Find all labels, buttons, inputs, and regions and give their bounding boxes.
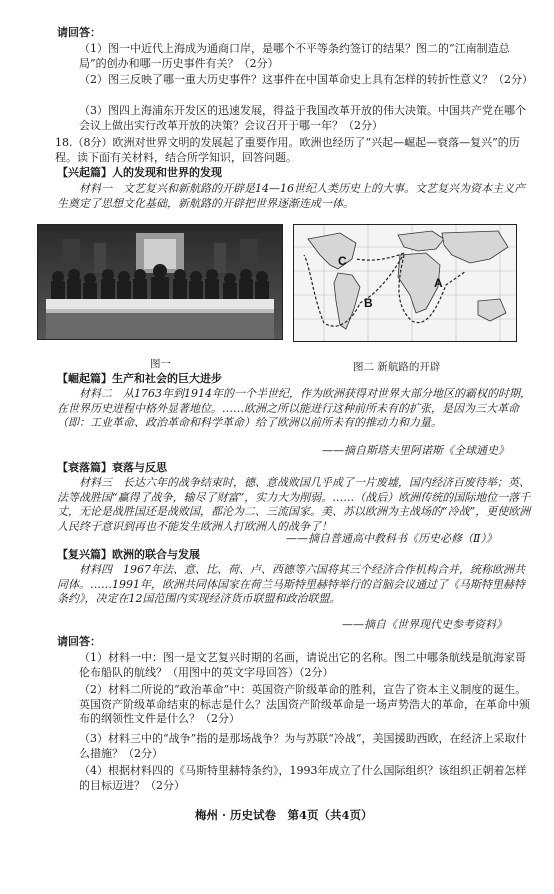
material-4-source: ——摘自《世界现代史参考资料》: [342, 618, 507, 631]
material-2: 材料二 从1763年到1914年的一个半世纪，作为欧洲获得对世界大部分地区的霸权的时期，在世界历史进程中格外显著地位。……欧洲之所以能进行这种前所未有的扩张，是因为三大革命（即：工业革命、政治革命和科学革命）给了欧洲以前所未有的推动力和力量。: [57, 387, 531, 429]
sub-question-1: （1）材料一中：图一是文艺复兴时期的名画，请说出它的名称。图二中哪条航线是航海家哥伦布船队的航线？（用图中的英文字母回答）（2分）: [79, 651, 526, 679]
question-1: （1）图一中近代上海成为通商口岸，是哪个不平等条约签订的结果？图二的“江南制造总局”的创办和哪一历史事件有关？（2分）: [79, 42, 510, 70]
page-footer: 梅州 · 历史试卷 第4页（共4页）: [195, 808, 373, 822]
q18-intro: 18.（8分）欧洲对世界文明的发展起了重要作用。欧洲也经历了“兴起—崛起—衰落—复兴”的历程。读下面有关材料，结合所学知识，回答问题。: [55, 136, 520, 164]
map-label-a: A: [434, 276, 443, 290]
map-label-c: C: [338, 254, 347, 268]
sub-question-3: （3）材料三中的“战争”指的是那场战争？为与苏联“冷战”，美国援助西欧，在经济上采取什么措施？（2分）: [79, 732, 527, 760]
question-2: （2）图三反映了哪一重大历史事件？这事件在中国革命史上具有怎样的转折性意义？（2分）: [79, 73, 533, 86]
material-1: 材料一 文艺复兴和新航路的开辟是14—16世纪人类历史上的大事。文艺复兴为资本主义产生奠定了思想文化基础，新航路的开辟把世界逐渐连成一体。: [57, 182, 525, 210]
section-decline-title: 【衰落篇】衰落与反思: [57, 461, 167, 474]
last-supper-painting: [37, 224, 283, 340]
map-image: [294, 225, 516, 341]
map-label-b: B: [364, 296, 373, 310]
section-growth-title: 【崛起篇】生产和社会的巨大进步: [57, 372, 222, 385]
material-3: 材料三 长达六年的战争结束时，德、意战败国几乎成了一片废墟，国内经济百废待举；英、法等战胜国“赢得了战争，输尽了财富”，实力大为削弱。……（战后）欧洲传统的国际地位一落千丈，无论是战胜国还是战败国，都沦为二、三流国家。美、苏以欧洲为主战场的“冷战”，更使欧洲人民终于意识到再也不能发生欧洲人打欧洲人的战争了！: [57, 476, 531, 533]
section-revival-title: 【复兴篇】欧洲的联合与发展: [57, 548, 200, 561]
new-sea-routes-map: [293, 224, 517, 342]
figure-2-caption: 图二 新航路的开辟: [353, 361, 441, 373]
question-3: （3）图四上海浦东开发区的迅速发展，得益于我国改革开放的伟大决策。中国共产党在哪个会议上做出实行改革开放的决策？会议召开于哪一年？（2分）: [79, 104, 526, 132]
material-4: 材料四 1967年法、意、比、荷、卢、西德等六国将其三个经济合作机构合并，统称欧洲共同体。……1991年，欧洲共同体国家在荷兰马斯特里赫特举行的首脑会议通过了《马斯特里赫特条约》，决定在12国范围内实现经济货币联盟和政治联盟。: [57, 563, 525, 605]
material-3-source: ——摘自普通高中教科书《历史必修（Ⅱ）》: [286, 532, 497, 545]
material-2-source: ——摘自斯塔夫里阿诺斯《全球通史》: [322, 444, 509, 457]
sub-question-4: （4）根据材料四的《马斯特里赫特条约》，1993年成立了什么国际组织？该组织正朝着怎样的目标迈进？（2分）: [79, 764, 527, 792]
answer-prompt-top: 请回答：: [57, 26, 101, 39]
sub-question-2: （2）材料二所说的“政治革命”中：英国资产阶级革命的胜利，宣告了资本主义制度的诞生。英国资产阶级革命结束的标志是什么？法国资产阶级革命是一场声势浩大的革命，在革命中颁布的纲领性文件是什么？（2分）: [79, 683, 530, 725]
section-rise-title: 【兴起篇】人的发现和世界的发现: [57, 166, 222, 179]
figure-1-caption: 图一: [150, 358, 171, 370]
painting-image: [38, 225, 282, 339]
answer-prompt-bottom: 请回答：: [57, 635, 101, 648]
